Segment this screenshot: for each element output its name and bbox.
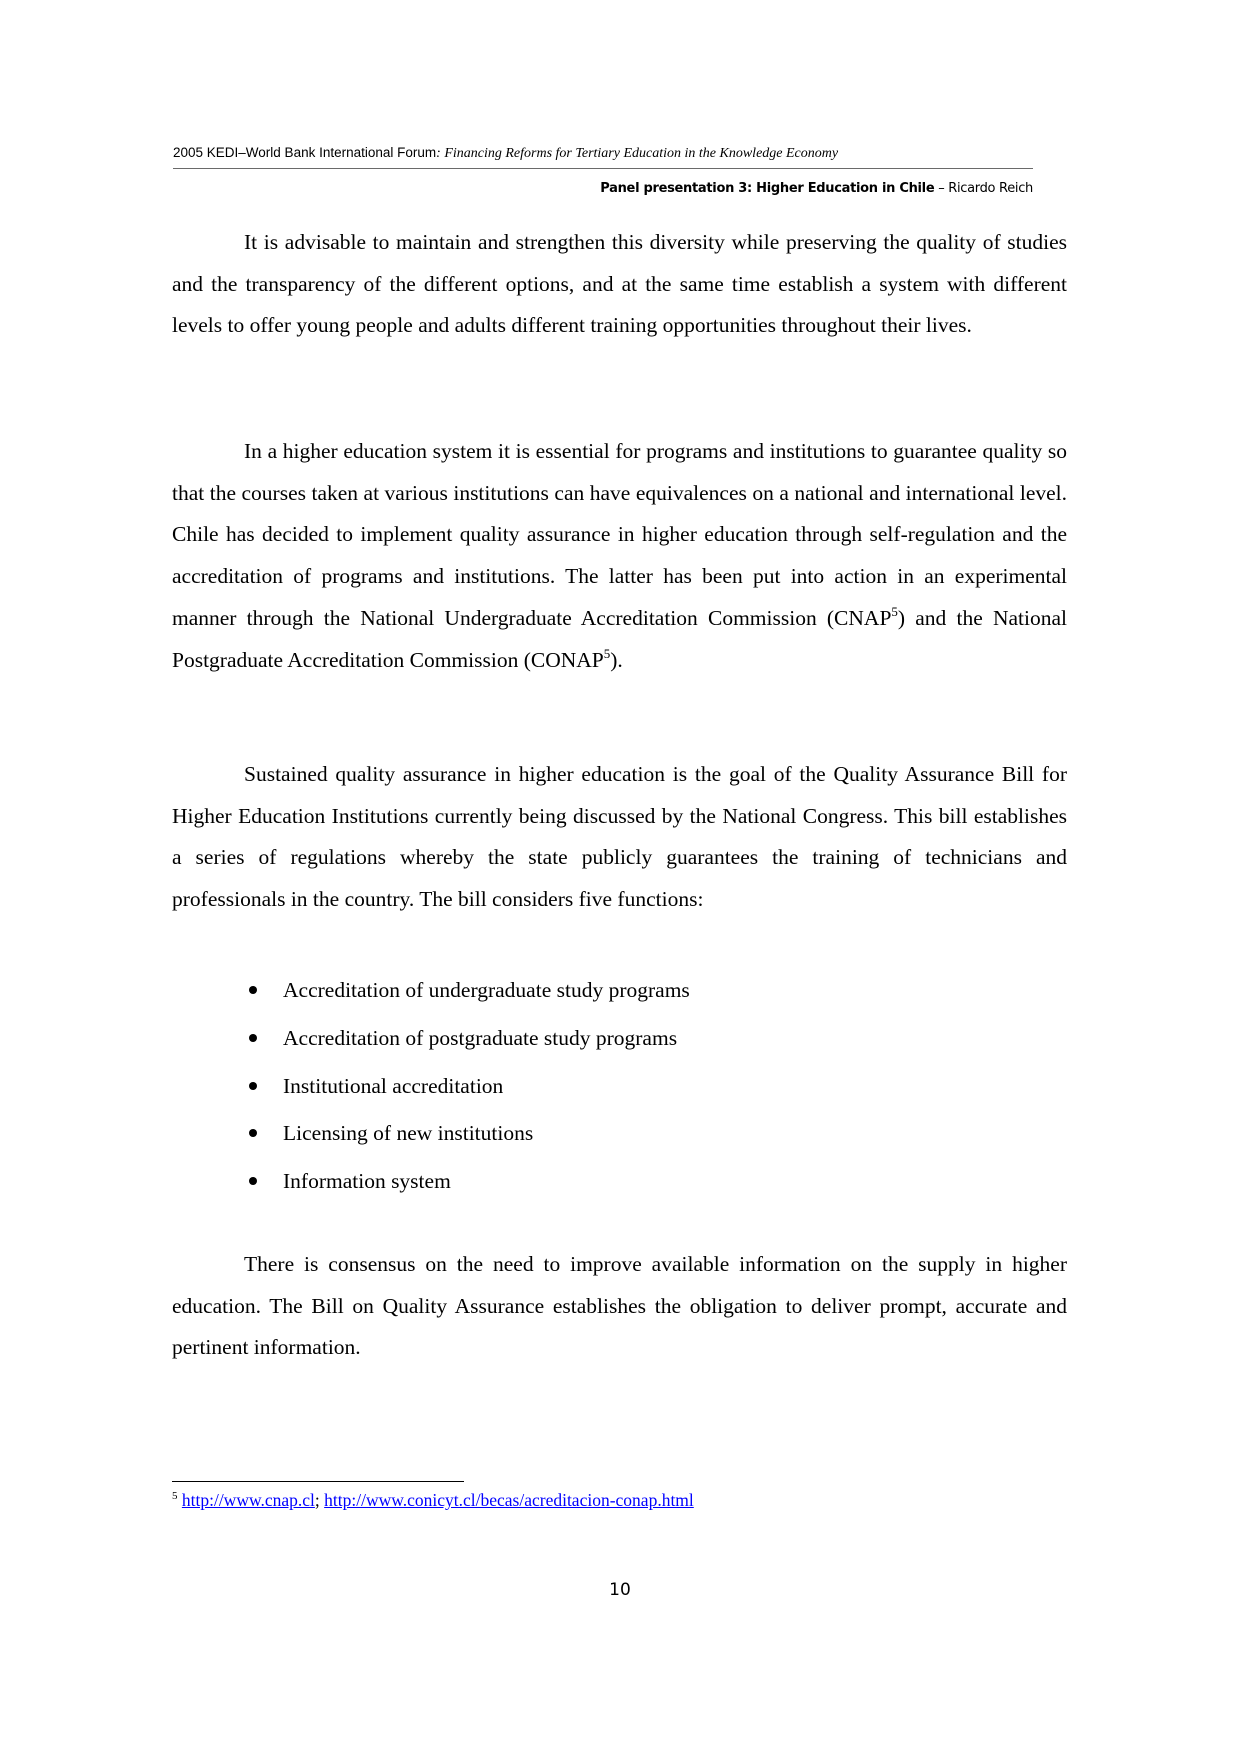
paragraph-text xyxy=(172,431,1067,681)
footnote-ref-conap[interactable]: 5 xyxy=(603,645,611,661)
footnote xyxy=(172,1488,694,1512)
bullet-icon xyxy=(249,1177,257,1185)
paragraph-text: It is advisable to maintain and strengthen this diversity while preserving the quality of studies and the transparency of the different options, and at the same time establish a system with different levels to offer young people and adults different training opportunities throughout their lives. xyxy=(172,230,1067,338)
paragraph-text: There is consensus on the need to improve available information on the supply in higher education. The Bill on Quality Assurance establishes the obligation to deliver prompt, accurate and pertinent information. xyxy=(172,1252,1067,1360)
footnote-marker: 5 xyxy=(172,1490,178,1502)
footnote-divider xyxy=(172,1481,464,1482)
list-item-text: Accreditation of postgraduate study programs xyxy=(283,1025,678,1050)
list-item xyxy=(172,1017,1067,1065)
bullet-icon xyxy=(249,986,257,994)
list-item xyxy=(172,1065,1067,1113)
bullet-icon xyxy=(249,1129,257,1137)
footnote-separator: ; xyxy=(314,1490,325,1510)
header-dash: – xyxy=(934,181,949,196)
list-item xyxy=(172,1112,1067,1160)
footnote-link-conicyt[interactable]: http://www.conicyt.cl/becas/acreditacion-conap.html xyxy=(324,1490,694,1510)
functions-list xyxy=(172,969,1067,1208)
list-item-text: Information system xyxy=(283,1169,451,1194)
forum-name: 2005 KEDI–World Bank International Forum xyxy=(173,145,437,160)
paragraph-text-part: ) and the National Postgraduate Accreditation Commission (CONAP xyxy=(172,605,1067,672)
bullet-icon xyxy=(249,1034,257,1042)
section-title: Panel presentation 3: Higher Education in Chile xyxy=(600,181,935,196)
paragraph-text: Sustained quality assurance in higher education is the goal of the Quality Assurance Bill for Higher Education Institutions currently being discussed by the National Congress. This bill establishes a series of regulations whereby the state publicly guarantees the training of technicians and professionals in the country. The bill considers five functions: xyxy=(172,762,1067,912)
paragraph-text-part: ). xyxy=(610,647,623,672)
page-number: 10 xyxy=(609,1580,631,1600)
footnote-ref-cnap[interactable]: 5 xyxy=(891,603,898,619)
header-divider xyxy=(173,168,1033,169)
list-item-text: Institutional accreditation xyxy=(283,1073,504,1098)
author-name: Ricardo Reich xyxy=(948,181,1033,196)
header-colon: : xyxy=(436,146,441,161)
paragraph-information xyxy=(172,1244,1067,1369)
list-item-text: Licensing of new institutions xyxy=(283,1121,534,1146)
running-header-title xyxy=(173,144,838,163)
paragraph-quality-bill xyxy=(172,754,1067,921)
paragraph-text-part: In a higher education system it is essential for programs and institutions to guarantee quality so that the courses taken at various institutions can have equivalences on a national and international level. Chile has decided to implement quality assurance in higher education through self-regulation and the accreditation of programs and institutions. The latter has been put into action in an experimental manner through the National Undergraduate Accreditation Commission (CNAP xyxy=(172,439,1067,630)
footnote-link-cnap[interactable]: http://www.cnap.cl xyxy=(181,1490,315,1510)
paragraph-quality-assurance xyxy=(172,431,1067,681)
forum-subtitle: Financing Reforms for Tertiary Education in the Knowledge Economy xyxy=(440,146,839,161)
list-item xyxy=(172,1160,1067,1208)
running-header-section xyxy=(600,180,1033,198)
paragraph-diversity xyxy=(172,222,1067,347)
list-item xyxy=(172,969,1067,1017)
bullet-icon xyxy=(249,1082,257,1090)
list-item-text: Accreditation of undergraduate study programs xyxy=(283,978,690,1002)
